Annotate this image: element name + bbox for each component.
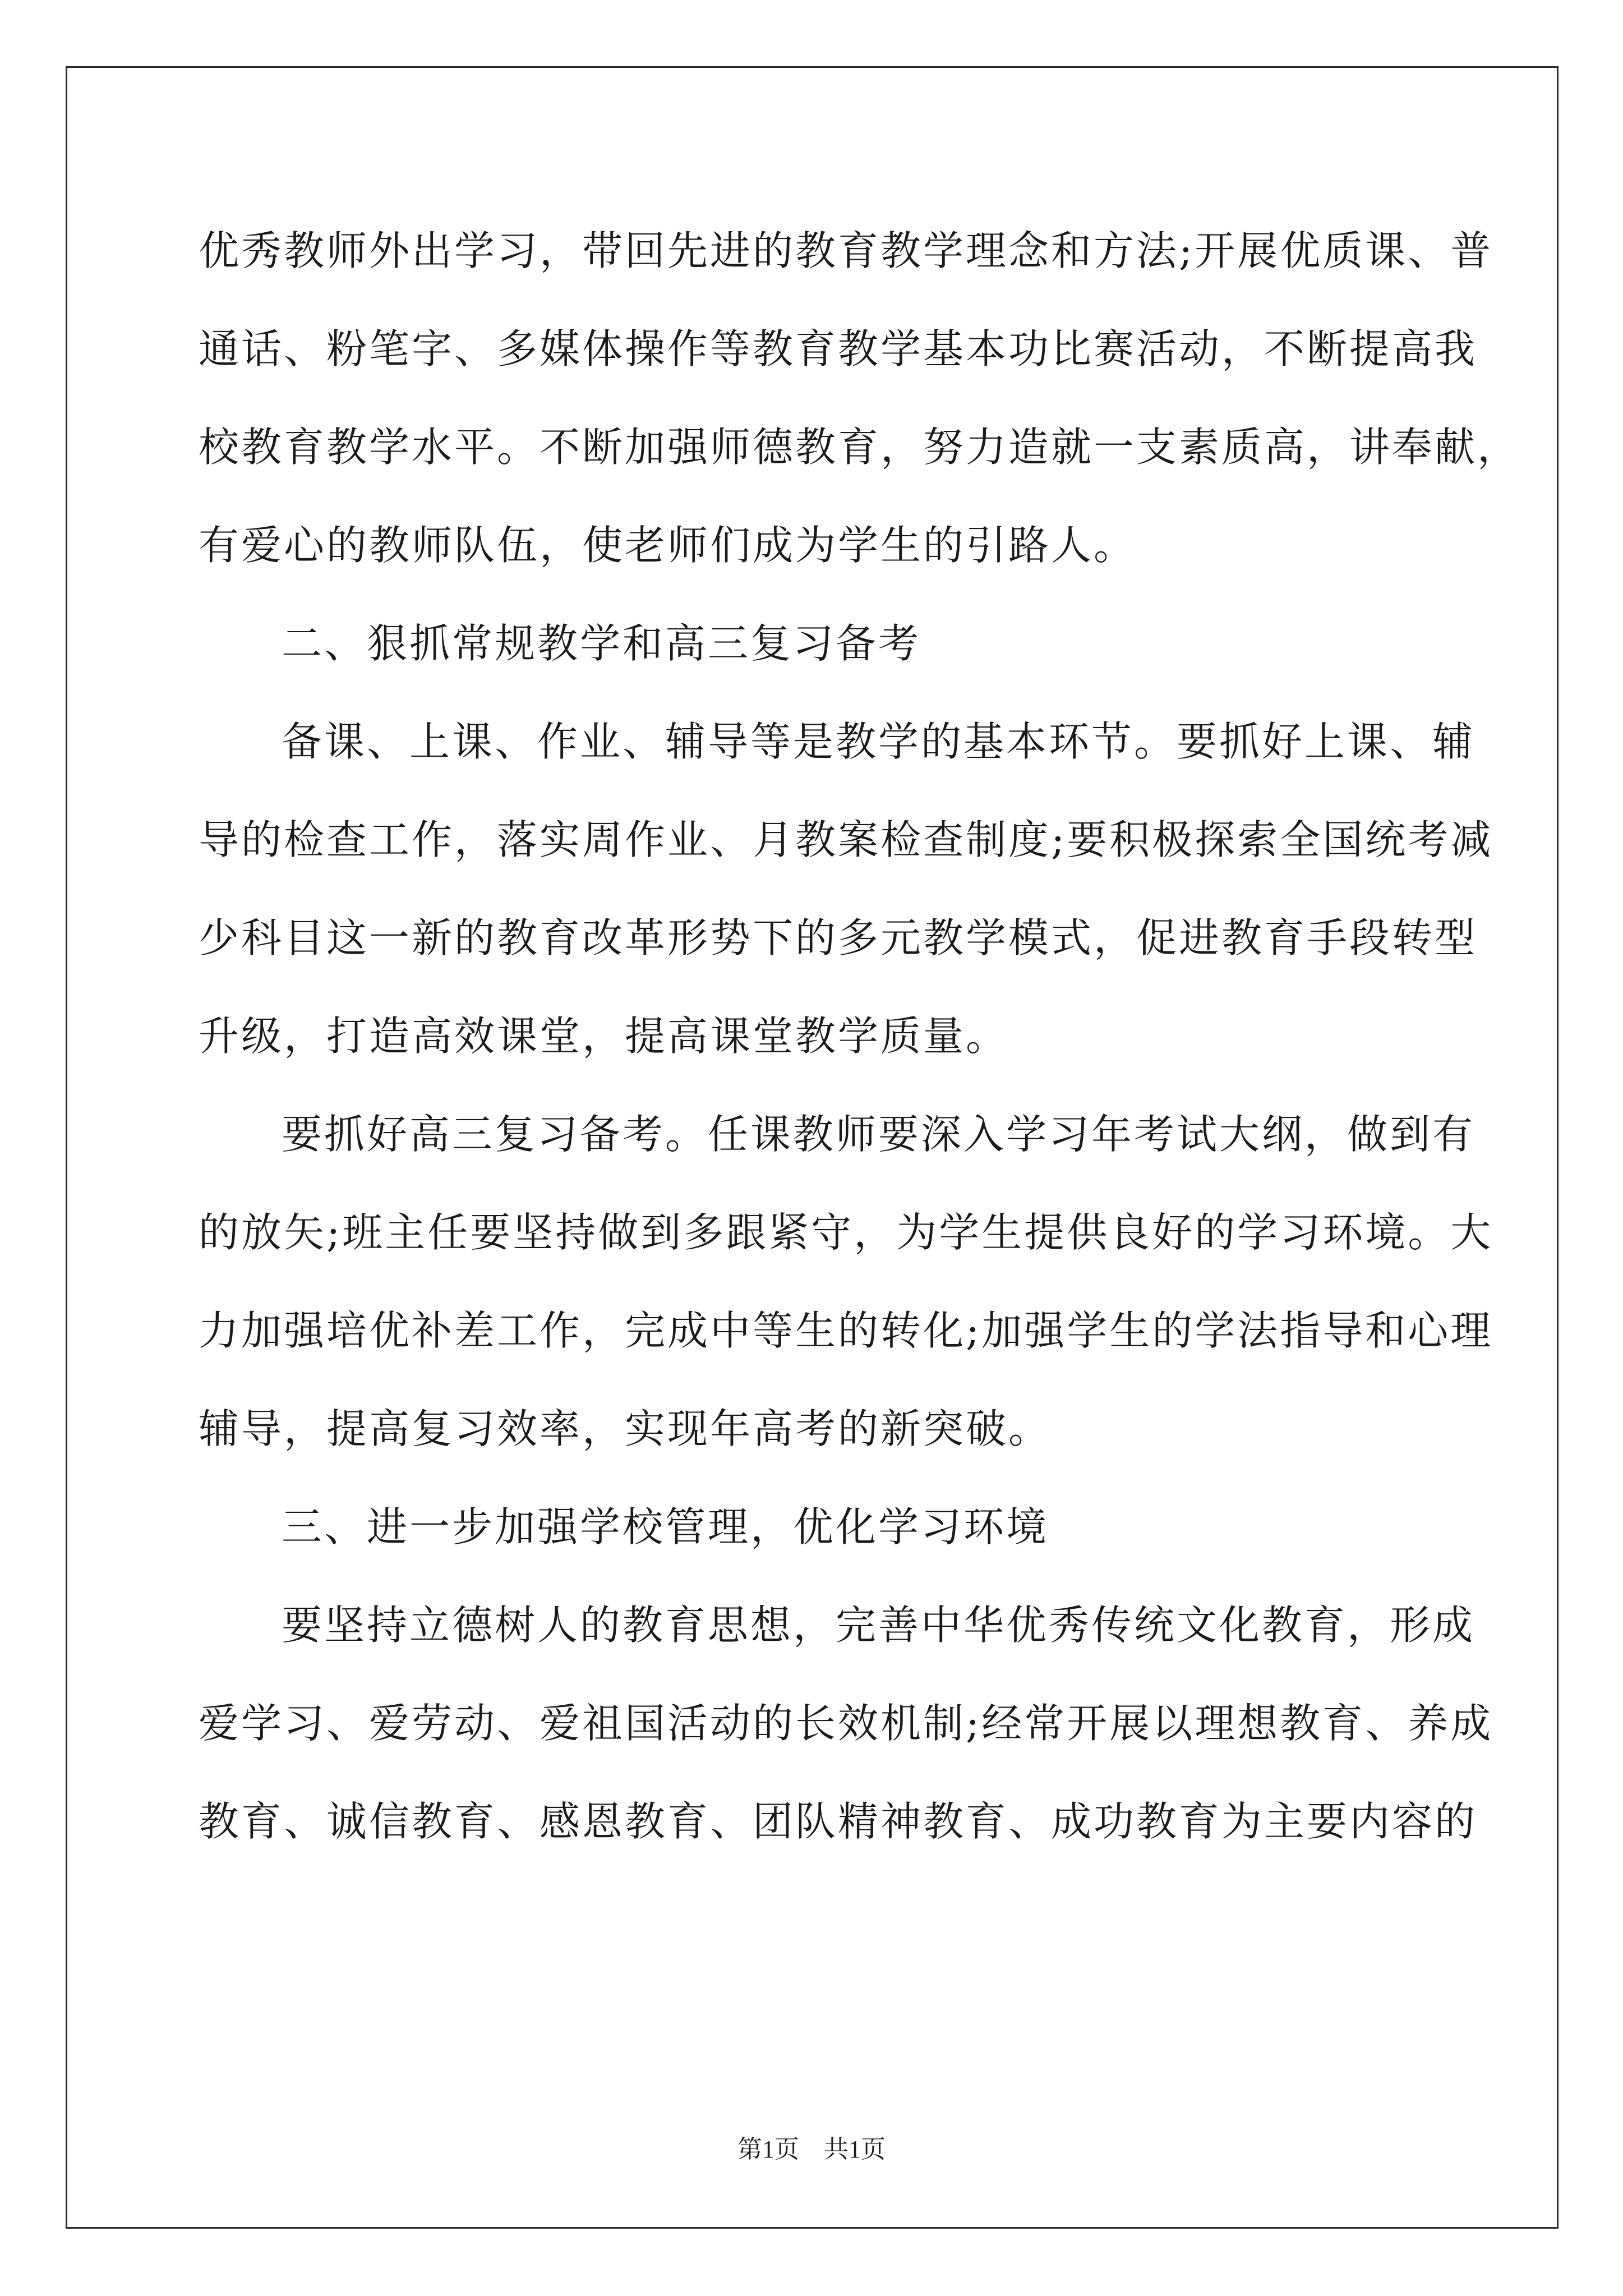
text-line: 辅导，提高复习效率，实现年高考的新突破。 (199, 1405, 1052, 1452)
page-footer (0, 2129, 1623, 2165)
text-line: 要抓好高三复习备考。任课教师要深入学习年考试大纲，做到有 (282, 1111, 1476, 1158)
text-line: 校教育教学水平。不断加强师德教育，努力造就一支素质高，讲奉献， (199, 424, 1520, 471)
text-line: 力加强培优补差工作，完成中等生的转化;加强学生的学法指导和心理 (199, 1307, 1493, 1354)
text-line: 教育、诚信教育、感恩教育、团队精神教育、成功教育为主要内容的 (199, 1798, 1478, 1845)
section-heading: 三、进一步加强学校管理，优化学习环境 (282, 1503, 1049, 1550)
page-number: 第1页 (737, 2136, 799, 2163)
text-line: 少科目这一新的教育改革形势下的多元教学模式，促进教育手段转型 (199, 914, 1478, 961)
text-line: 的放矢;班主任要坚持做到多跟紧守，为学生提供良好的学习环境。大 (199, 1209, 1493, 1256)
text-line: 升级，打造高效课堂，提高课堂教学质量。 (199, 1013, 1009, 1060)
text-line: 优秀教师外出学习，带回先进的教育教学理念和方法;开展优质课、普 (199, 227, 1493, 274)
text-line: 备课、上课、作业、辅导等是教学的基本环节。要抓好上课、辅 (282, 718, 1476, 765)
text-line: 通话、粉笔字、多媒体操作等教育教学基本功比赛活动，不断提高我 (199, 325, 1478, 372)
total-pages: 共1页 (824, 2136, 886, 2163)
text-line: 要坚持立德树人的教育思想，完善中华优秀传统文化教育，形成 (282, 1602, 1476, 1649)
text-line: 有爱心的教师队伍，使老师们成为学生的引路人。 (199, 522, 1137, 569)
text-line: 爱学习、爱劳动、爱祖国活动的长效机制;经常开展以理想教育、养成 (199, 1700, 1493, 1747)
document-body (199, 202, 1520, 1871)
section-heading: 二、狠抓常规教学和高三复习备考 (282, 620, 921, 667)
text-line: 导的检查工作，落实周作业、月教案检查制度;要积极探索全国统考减 (199, 816, 1493, 863)
